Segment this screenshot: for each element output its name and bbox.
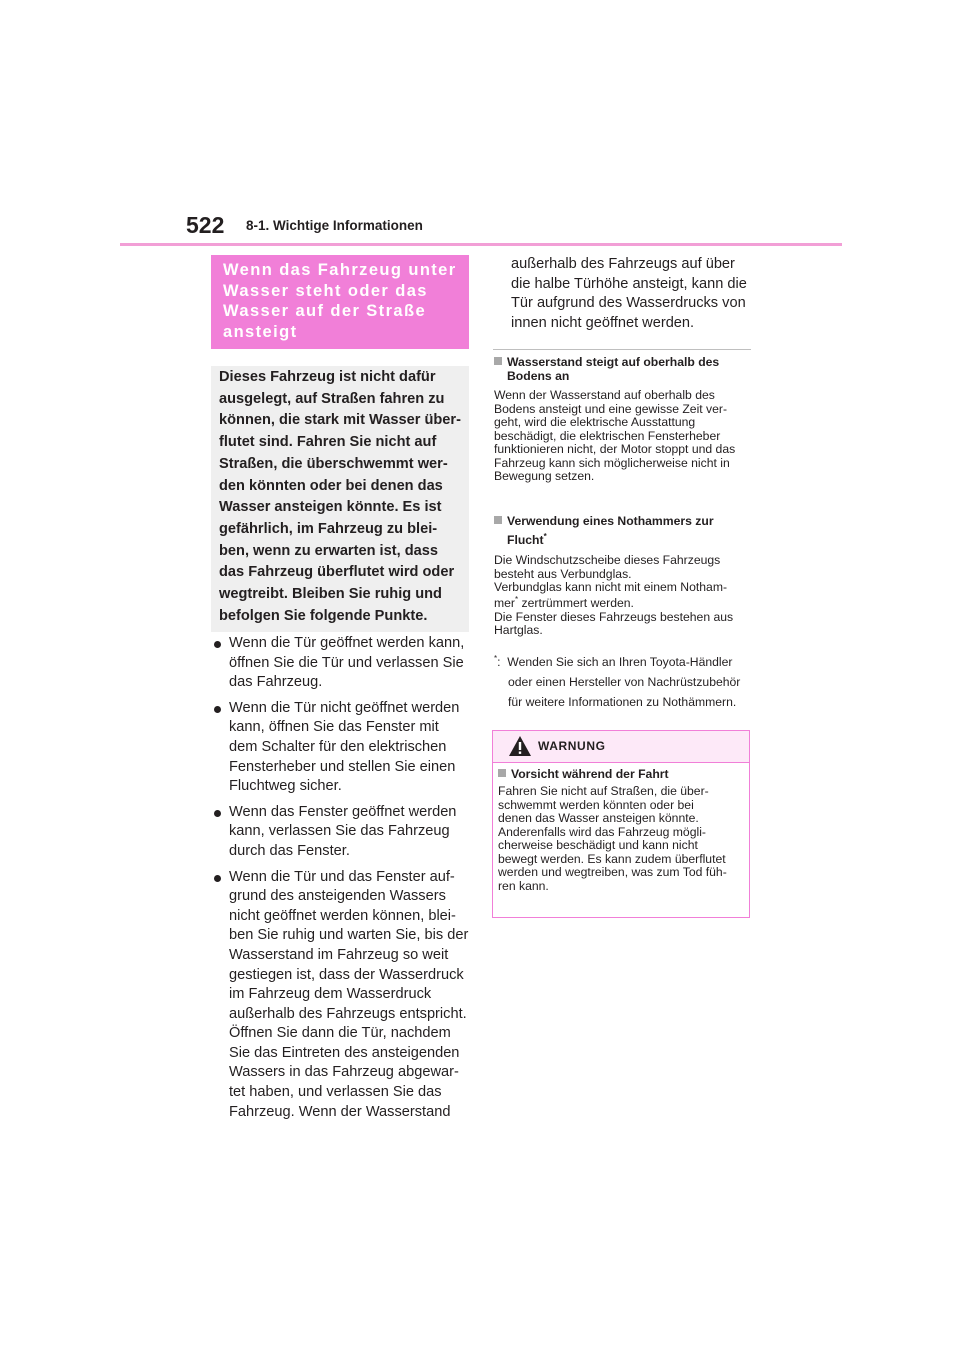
warning-box (492, 730, 750, 918)
footnote-line: für weitere Informationen zu Nothämmern. (508, 695, 737, 709)
bullet-line: das Fahrzeug. (229, 674, 323, 691)
bullet-line: Fensterheber und stellen Sie einen (229, 758, 456, 775)
body-line: Bewegung setzen. (494, 469, 595, 483)
body-line: Die Fenster dieses Fahrzeugs bestehen aus (494, 609, 734, 624)
intro-box (211, 366, 469, 632)
subsection-title-line: Verwendung eines Nothammers zur (507, 514, 714, 528)
warning-triangle-icon (508, 735, 532, 757)
footnote-marker: * (494, 653, 498, 663)
section-heading-line: Wenn das Fahrzeug unter (223, 261, 457, 279)
intro-line: ben, wenn zu erwarten ist, dass (219, 542, 438, 559)
warning-body (493, 763, 749, 893)
bullet-line: Wenn die Tür geöffnet werden kann, (229, 635, 465, 651)
warning-label: WARNUNG (538, 739, 606, 753)
bullet-dot-icon (214, 641, 221, 648)
bullet-dot-icon (214, 875, 221, 882)
body-line: Bodens ansteigt und eine gewisse Zeit ver- (494, 401, 728, 416)
footnote (494, 652, 754, 712)
intro-line: Straßen, die überschwemmt wer- (219, 455, 448, 472)
continuation-line: die halbe Türhöhe ansteigt, kann die (511, 275, 747, 292)
asterisk-marker: * (543, 531, 547, 541)
bullet-line: Öffnen Sie dann die Tür, nachdem (229, 1025, 451, 1042)
page-number: 522 (186, 212, 225, 238)
warning-line: Fahren Sie nicht auf Straßen, die über- (498, 784, 709, 798)
section-divider (493, 349, 751, 350)
bullet-line: außerhalb des Fahrzeugs entspricht. (229, 1005, 467, 1022)
subsection-title-line: Wasserstand steigt auf oberhalb des (507, 355, 720, 369)
bullet-line: Wasserstand im Fahrzeug so weit (229, 946, 449, 963)
bullet-item (211, 868, 473, 1123)
section-heading (211, 255, 469, 349)
bullet-line: grund des ansteigenden Wassers (229, 888, 446, 905)
intro-line: Wasser ansteigen könnte. Es ist (219, 499, 442, 516)
chapter-title: 8-1. Wichtige Informationen (246, 218, 423, 233)
intro-line: befolgen Sie folgende Punkte. (219, 607, 428, 624)
warning-title (498, 767, 749, 781)
body-line: Die Windschutzscheibe dieses Fahrzeugs (494, 553, 721, 567)
warning-line: denen das Wasser ansteigen könnte. (498, 811, 699, 825)
warning-text (498, 785, 749, 893)
footnote-line (494, 652, 754, 672)
bullet-line: Sie das Eintreten des ansteigenden (229, 1044, 460, 1061)
intro-line: gefährlich, im Fahrzeug zu blei- (219, 520, 438, 537)
subsection-water-level (494, 355, 754, 484)
body-line (494, 595, 754, 611)
subsection-title-line: Bodens an (507, 369, 570, 383)
bullet-line: Wenn die Tür und das Fenster auf- (229, 868, 455, 885)
warning-line: schwemmt werden könnten oder bei (498, 797, 694, 812)
continuation-line: innen nicht geöffnet werden. (511, 314, 695, 331)
subsection-body (494, 554, 754, 638)
bullet-line: durch das Fenster. (229, 842, 350, 859)
footnote-text: Wenden Sie sich an Ihren Toyota-Händler (507, 655, 733, 669)
continuation-line: außerhalb des Fahrzeugs auf über (511, 256, 735, 272)
body-line: funktionieren nicht, der Motor stoppt und das (494, 442, 736, 456)
warning-line: Anderenfalls wird das Fahrzeug mögli- (498, 824, 706, 839)
section-heading-line: ansteigt (223, 322, 298, 341)
subsection-title-line (507, 531, 754, 550)
warning-line: ren kann. (498, 878, 549, 893)
section-heading-line: Wasser steht oder das (223, 281, 428, 300)
body-word: zertrümmert werden. (518, 595, 634, 610)
body-line: Hartglas. (494, 623, 543, 637)
warning-line: cherweise beschädigt und kann nicht (498, 838, 698, 852)
intro-line: können, die stark mit Wasser über- (219, 412, 461, 429)
subsection-title (494, 355, 754, 383)
header-divider (120, 243, 842, 246)
warning-header (493, 731, 749, 763)
footnote-line: oder einen Hersteller von Nachrüstzubehör (508, 675, 741, 689)
bullet-list (211, 634, 473, 1128)
square-bullet-icon (498, 769, 506, 777)
body-line: geht, wird die elektrische Ausstattung (494, 415, 696, 429)
body-line: Fahrzeug kann sich möglicherweise nicht in (494, 455, 730, 470)
bullet-item (211, 634, 473, 693)
bullet-dot-icon (214, 706, 221, 713)
bullet-line: Wenn das Fenster geöffnet werden (229, 803, 457, 820)
subsection-emergency-hammer (494, 512, 754, 638)
bullet-line: kann, öffnen Sie das Fenster mit (229, 719, 439, 736)
square-bullet-icon (494, 516, 502, 524)
subsection-title-word: Flucht (507, 533, 544, 547)
body-line: Wenn der Wasserstand auf oberhalb des (494, 388, 715, 402)
continuation-line: Tür aufgrund des Wasserdrucks von (511, 295, 746, 311)
bullet-line: gestiegen ist, dass der Wasserdruck (229, 966, 464, 983)
bullet-line: tet haben, und verlassen Sie das (229, 1084, 442, 1101)
body-word: mer (494, 595, 515, 610)
bullet-line: Wenn die Tür nicht geöffnet werden (229, 699, 460, 716)
section-heading-line: Wasser auf der Straße (223, 302, 427, 320)
intro-line: ausgelegt, auf Straßen fahren zu (219, 390, 445, 407)
warning-line: werden und wegtreiben, was zum Tod füh- (498, 865, 727, 879)
body-line: beschädigt, die elektrischen Fensterheber (494, 428, 721, 443)
bullet-line: dem Schalter für den elektrischen (229, 738, 447, 755)
body-line: besteht aus Verbundglas. (494, 566, 632, 581)
body-line: Verbundglas kann nicht mit einem Notham- (494, 580, 728, 594)
bullet-line: Wassers in das Fahrzeug abgewar- (229, 1064, 459, 1081)
intro-line: Dieses Fahrzeug ist nicht dafür (219, 369, 436, 385)
subsection-title (494, 512, 754, 550)
bullet-line: Fluchtweg sicher. (229, 778, 342, 795)
bullet-line: im Fahrzeug dem Wasserdruck (229, 986, 432, 1003)
intro-line: flutet sind. Fahren Sie nicht auf (219, 434, 437, 451)
intro-line: das Fahrzeug überflutet wird oder (219, 564, 455, 581)
bullet-line: ben Sie ruhig und warten Sie, bis der (229, 927, 469, 944)
intro-line: wegtreibt. Bleiben Sie ruhig und (219, 586, 442, 603)
warning-line: bewegt werden. Es kann zudem überflutet (498, 851, 726, 866)
bullet-line: öffnen Sie die Tür und verlassen Sie (229, 654, 464, 671)
asterisk-marker: * (515, 594, 519, 604)
bullet-item (211, 803, 473, 862)
intro-line: den könnten oder bei denen das (219, 477, 443, 494)
bullet-line: Fahrzeug. Wenn der Wasserstand (229, 1103, 451, 1120)
bullet-continuation (511, 255, 751, 333)
square-bullet-icon (494, 357, 502, 365)
bullet-dot-icon (214, 810, 221, 817)
bullet-item (211, 699, 473, 797)
bullet-line: kann, verlassen Sie das Fahrzeug (229, 823, 450, 840)
footnote-prefix: : (497, 655, 501, 669)
warning-title-text: Vorsicht während der Fahrt (511, 767, 669, 781)
bullet-line: nicht geöffnet werden können, blei- (229, 907, 456, 924)
subsection-body (494, 389, 754, 484)
